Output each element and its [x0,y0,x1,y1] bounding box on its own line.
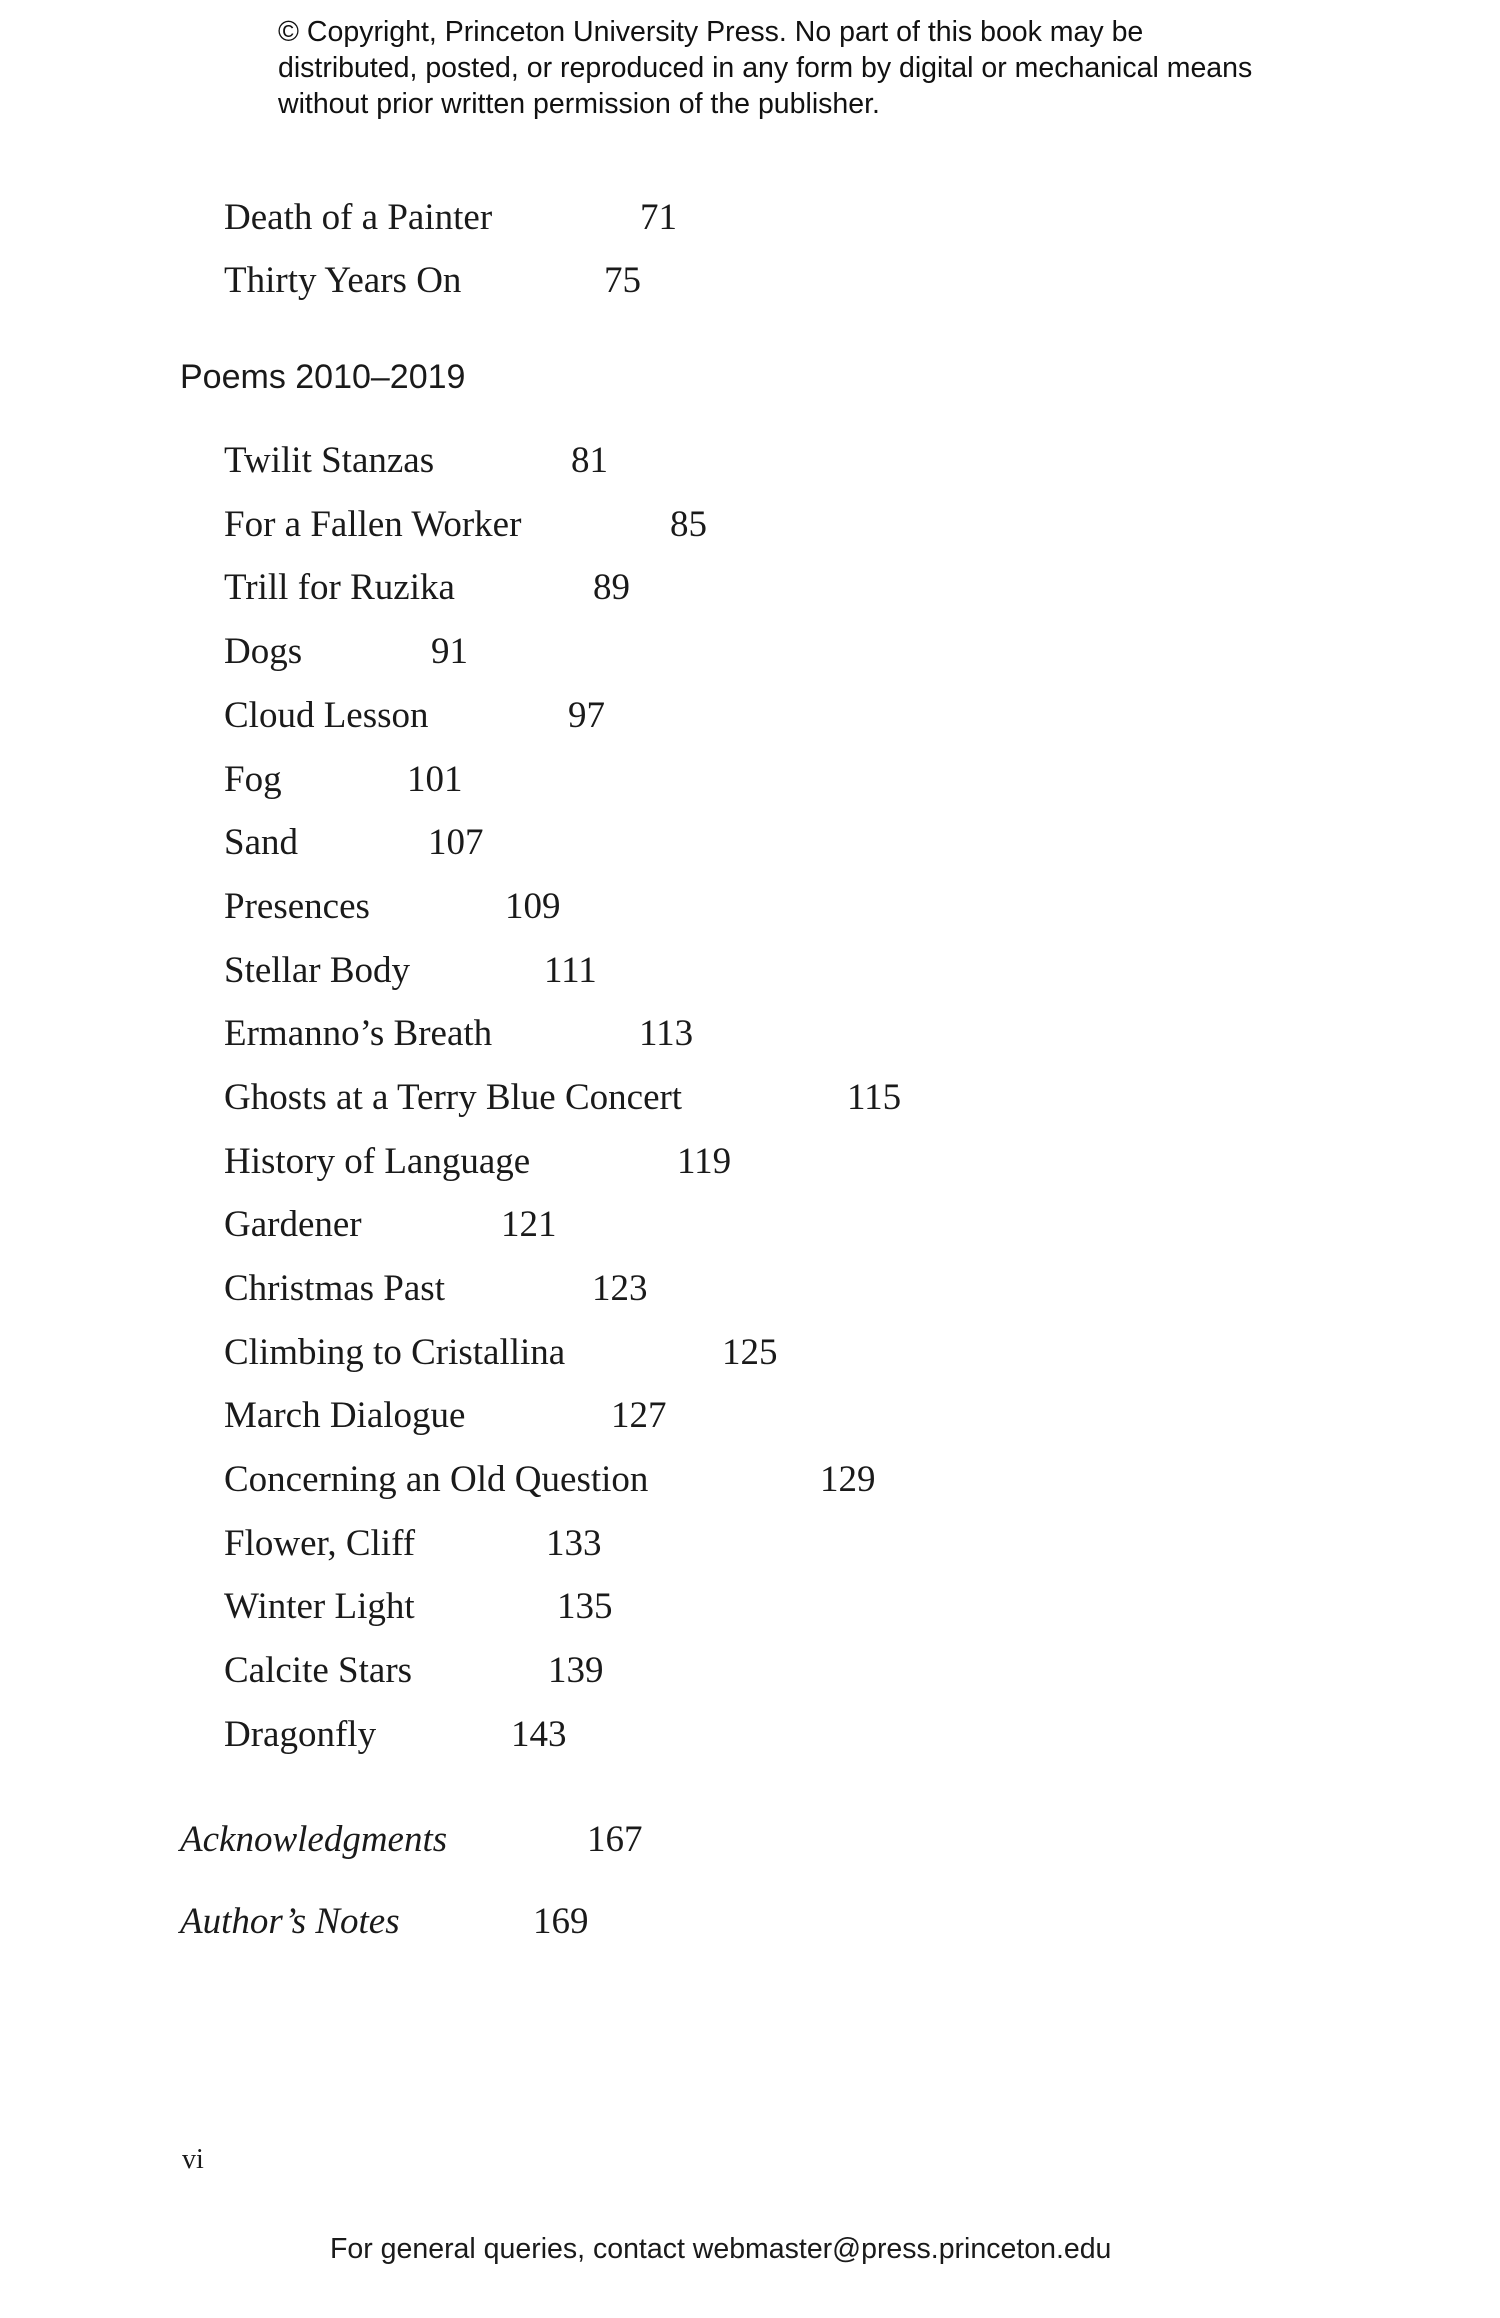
entry-title: Climbing to Cristallina [224,1332,566,1373]
entry-title: Cloud Lesson [224,695,429,736]
entry-page: 71 [640,197,677,238]
entry-title: Stellar Body [224,950,411,991]
entry-page: 127 [611,1395,667,1436]
entry-page: 169 [533,1901,589,1942]
entry-title: Acknowledgments [180,1819,448,1860]
page-number: vi [182,2144,204,2175]
entry-title: Ermanno’s Breath [224,1013,493,1054]
entry-page: 81 [571,440,608,481]
entry-title: Author’s Notes [180,1901,400,1942]
entry-page: 133 [546,1523,602,1564]
entry-title: Presences [224,886,370,927]
entry-page: 119 [677,1141,732,1182]
entry-page: 123 [592,1268,648,1309]
entry-title: Sand [224,822,298,863]
copyright-notice: © Copyright, Princeton University Press. No part of this book may be distributed, posted, or reproduced in any form by digital or mechanical means without prior written permission of the publisher. [278,16,1253,120]
entry-page: 139 [548,1650,604,1691]
entry-title: Dragonfly [224,1714,377,1755]
entry-page: 115 [847,1077,902,1118]
entry-title: Death of a Painter [224,197,493,238]
entry-page: 85 [670,504,707,545]
entry-page: 129 [820,1459,876,1500]
entry-page: 143 [511,1714,567,1755]
entry-title: Gardener [224,1204,362,1245]
entry-page: 111 [544,950,597,991]
entry-page: 91 [431,631,468,672]
entry-title: March Dialogue [224,1395,466,1436]
entry-title: Twilit Stanzas [224,440,435,481]
entry-title: Trill for Ruzika [224,567,455,608]
entry-page: 107 [428,822,484,863]
entry-title: Thirty Years On [224,260,462,301]
entry-page: 109 [505,886,561,927]
section-heading: Poems 2010–2019 [180,358,466,396]
entry-page: 97 [568,695,605,736]
entry-title: Ghosts at a Terry Blue Concert [224,1077,683,1118]
entry-page: 89 [593,567,630,608]
entry-title: Christmas Past [224,1268,445,1309]
entry-page: 101 [407,759,463,800]
entry-title: For a Fallen Worker [224,504,522,545]
footer-contact: For general queries, contact webmaster@press.princeton.edu [330,2233,1112,2265]
entry-title: Concerning an Old Question [224,1459,649,1500]
entry-title: Winter Light [224,1586,415,1627]
entry-title: History of Language [224,1141,531,1182]
entry-page: 75 [604,260,641,301]
entry-page: 113 [639,1013,694,1054]
entry-title: Dogs [224,631,303,672]
entry-page: 125 [722,1332,778,1373]
entry-page: 167 [587,1819,643,1860]
entry-title: Flower, Cliff [224,1523,416,1564]
entry-page: 135 [557,1586,613,1627]
entry-title: Fog [224,759,282,800]
entry-page: 121 [501,1204,557,1245]
entry-title: Calcite Stars [224,1650,413,1691]
